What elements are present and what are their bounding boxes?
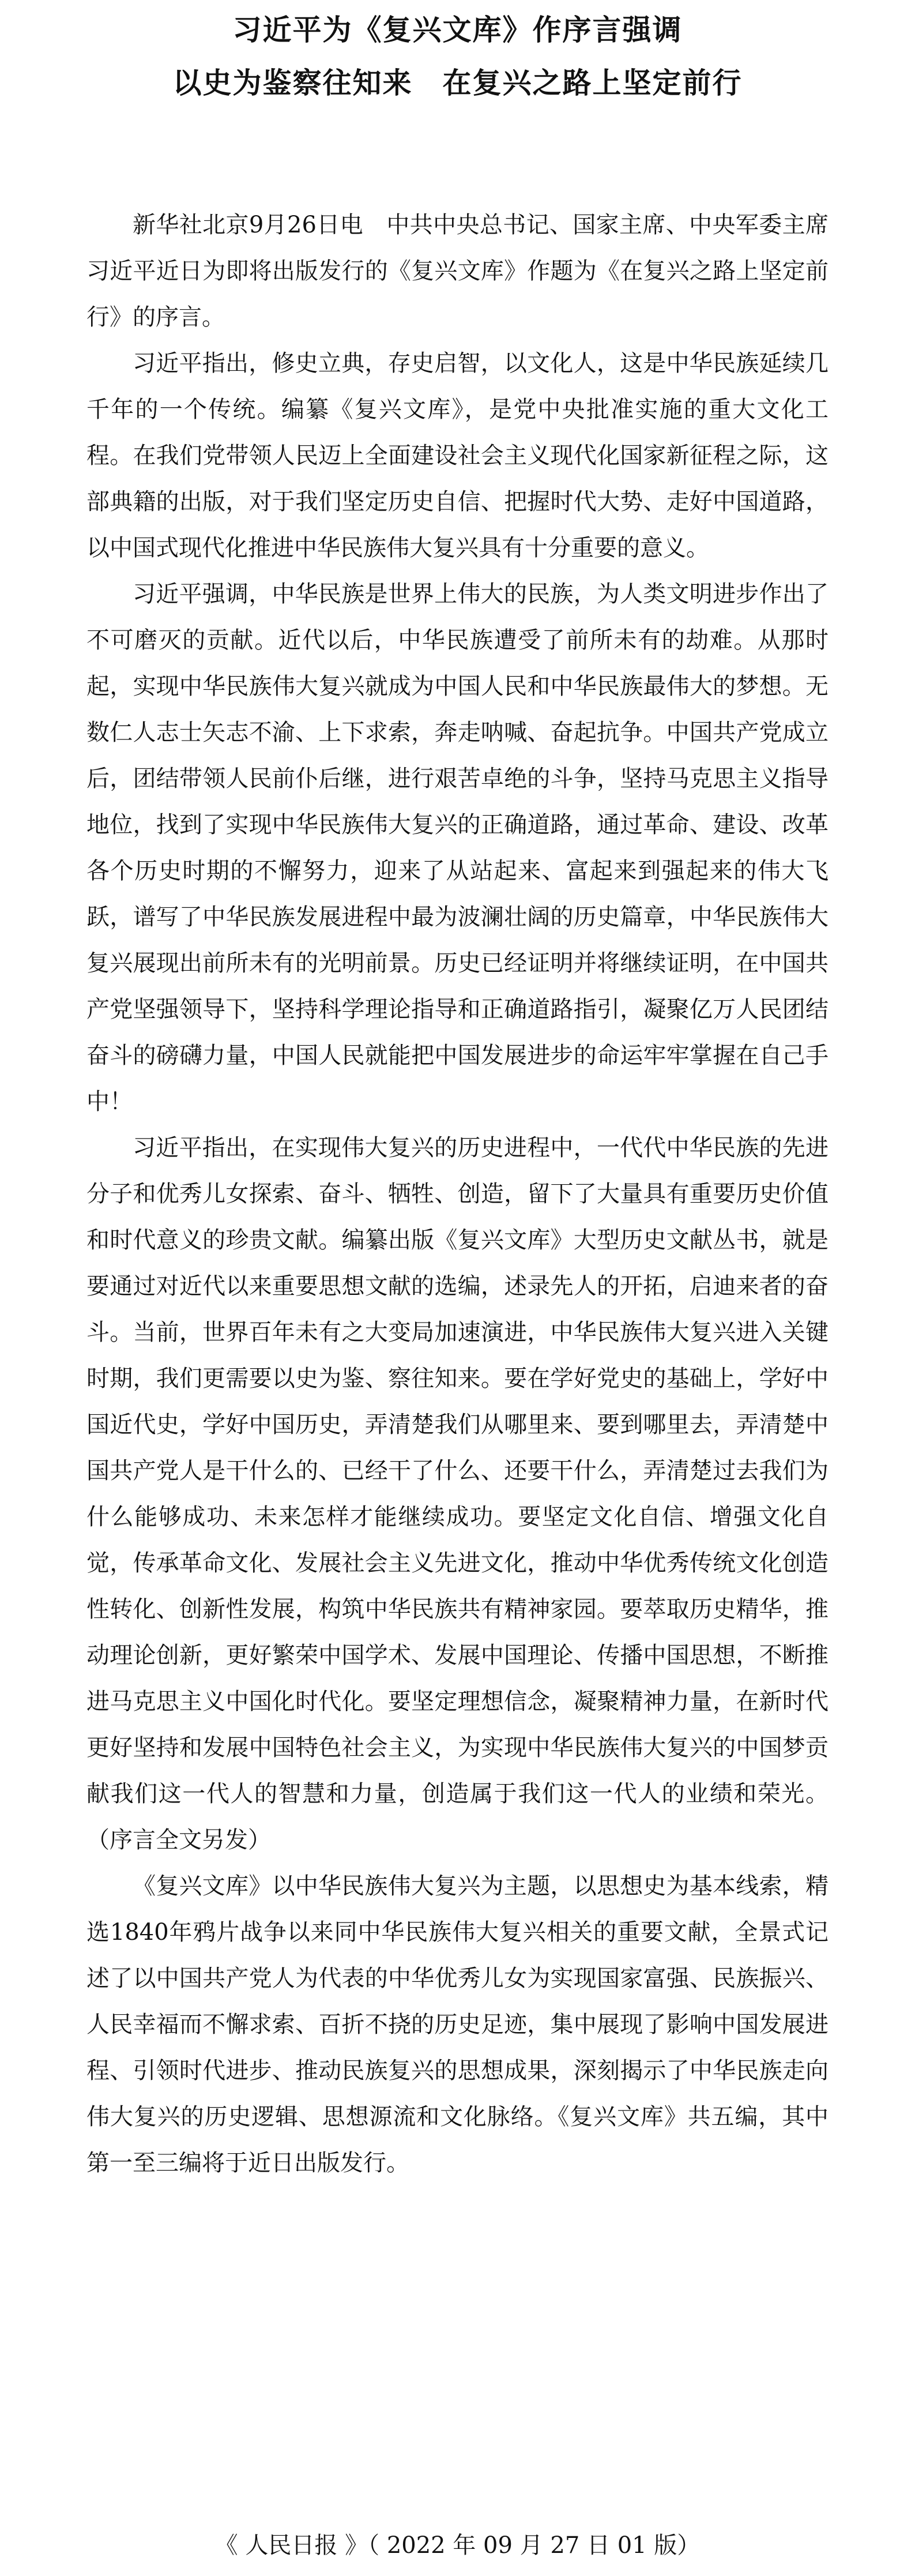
article-paragraph-2: 习近平指出，修史立典，存史启智，以文化人，这是中华民族延续几千年的一个传统。编纂《复兴文库》，是党中央批准实施的重大文化工程。在我们党带领人民迈上全面建设社会主义现代化国家新征程之际，这部典籍的出版，对于我们坚定历史自信、把握时代大势、走好中国道路，以中国式现代化推进中华民族伟大复兴具有十分重要的意义。 [86, 350, 829, 561]
headline-title: 习近平为《复兴文库》作序言强调 [232, 13, 683, 47]
article-paragraph-5: 《复兴文库》以中华民族伟大复兴为主题，以思想史为基本线索，精选1840年鸦片战争以来同中华民族伟大复兴相关的重要文献，全景式记述了以中国共产党人为代表的中华优秀儿女为实现国家富强、民族振兴、人民幸福而不懈求索、百折不挠的历史足迹，集中展现了影响中国发展进程、引领时代进步、推动民族复兴的思想成果，深刻揭示了中华民族走向伟大复兴的历史逻辑、思想源流和文化脉络。《复兴文库》共五编，其中第一至三编将于近日出版发行。 [86, 1873, 829, 2176]
article-paragraph-4: 习近平指出，在实现伟大复兴的历史进程中，一代代中华民族的先进分子和优秀儿女探索、奋斗、牺牲、创造，留下了大量具有重要历史价值和时代意义的珍贵文献。编纂出版《复兴文库》大型历史文献丛书，就是要通过对近代以来重要思想文献的选编，述录先人的开拓，启迪来者的奋斗。当前，世界百年未有之大变局加速演进，中华民族伟大复兴进入关键时期，我们更需要以史为鉴、察往知来。要在学好党史的基础上，学好中国近代史，学好中国历史，弄清楚我们从哪里来、要到哪里去，弄清楚中国共产党人是干什么的、已经干了什么、还要干什么，弄清楚过去我们为什么能够成功、未来怎样才能继续成功。要坚定文化自信、增强文化自觉，传承革命文化、发展社会主义先进文化，推动中华优秀传统文化创造性转化、创新性发展，构筑中华民族共有精神家园。要萃取历史精华，推动理论创新，更好繁荣中国学术、发展中国理论、传播中国思想，不断推进马克思主义中国化时代化。要坚定理想信念，凝聚精神力量，在新时代更好坚持和发展中国特色社会主义，为实现中华民族伟大复兴的中国梦贡献我们这一代人的智慧和力量，创造属于我们这一代人的业绩和荣光。（序言全文另发） [86, 1135, 829, 1853]
article-paragraph-3: 习近平强调，中华民族是世界上伟大的民族，为人类文明进步作出了不可磨灭的贡献。近代以后，中华民族遭受了前所未有的劫难。从那时起，实现中华民族伟大复兴就成为中国人民和中华民族最伟大的梦想。无数仁人志士矢志不渝、上下求索，奔走呐喊、奋起抗争。中国共产党成立后，团结带领人民前仆后继，进行艰苦卓绝的斗争，坚持马克思主义指导地位，找到了实现中华民族伟大复兴的正确道路，通过革命、建设、改革各个历史时期的不懈努力，迎来了从站起来、富起来到强起来的伟大飞跃，谱写了中华民族发展进程中最为波澜壮阔的历史篇章，中华民族伟大复兴展现出前所未有的光明前景。历史已经证明并将继续证明，在中国共产党坚强领导下，坚持科学理论指导和正确道路指引，凝聚亿万人民团结奋斗的磅礴力量，中国人民就能把中国发展进步的命运牢牢掌握在自己手中！ [86, 581, 829, 1115]
publication-source: 《 人民日报 》（ 2022 年 09 月 27 日 01 版） [214, 2532, 701, 2559]
headline-subtitle: 以史为鉴察往知来 在复兴之路上坚定前行 [172, 66, 743, 100]
article-body [86, 202, 829, 2186]
article-paragraph-1: 新华社北京9月26日电 中共中央总书记、国家主席、中央军委主席习近平近日为即将出版发行的《复兴文库》作题为《在复兴之路上坚定前行》的序言。 [86, 212, 829, 331]
